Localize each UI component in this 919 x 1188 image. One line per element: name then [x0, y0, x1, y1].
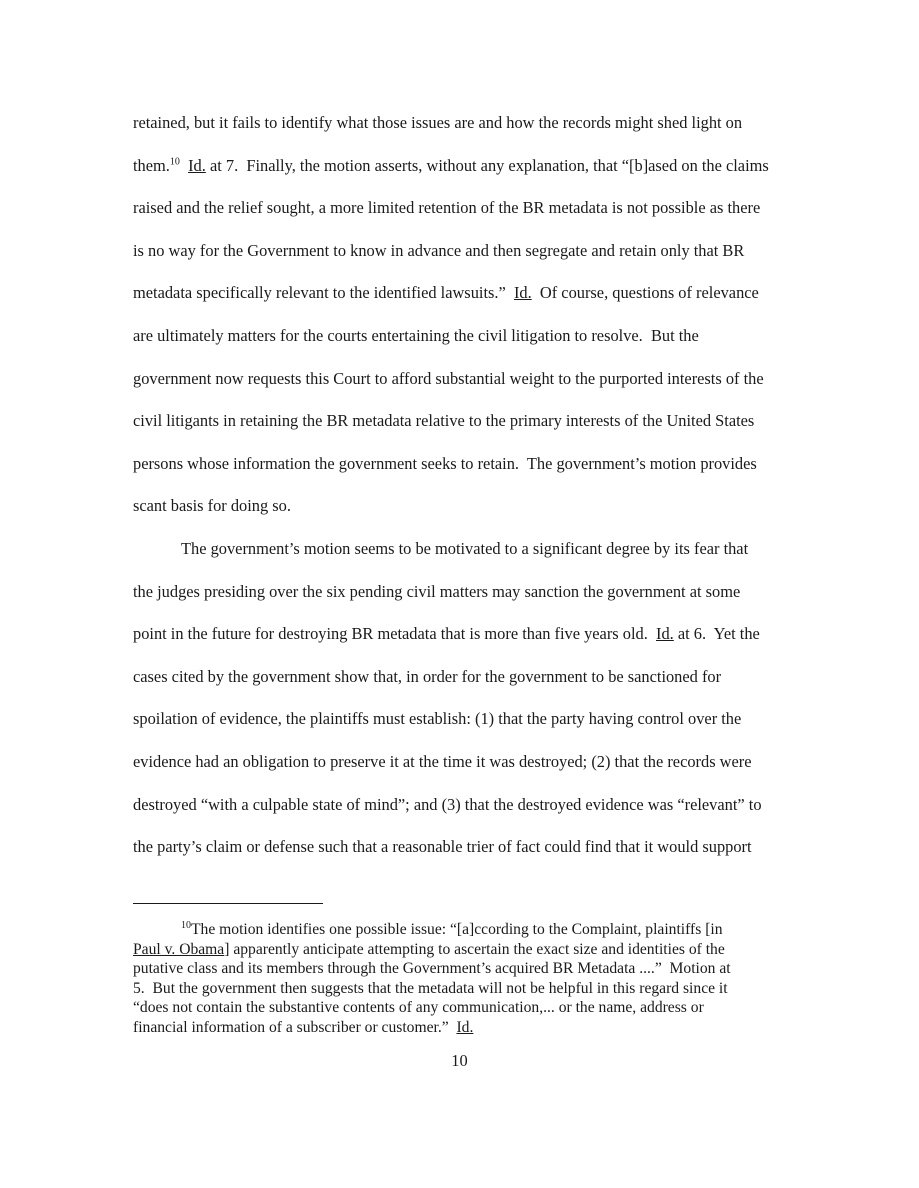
text-run: putative class and its members through the Government’s acquired BR Metadata ....” Motion at — [133, 960, 731, 978]
body-line — [133, 613, 813, 656]
page-number: 10 — [451, 1051, 468, 1070]
body-line — [133, 571, 813, 614]
text-run: persons whose information the government seeks to retain. The government’s motion provides — [133, 453, 757, 473]
text-run: The motion identifies one possible issue: “[a]ccording to the Complaint, plaintiffs [in — [191, 921, 723, 938]
body-line — [133, 826, 813, 869]
text-run: 5. But the government then suggests that the metadata will not be helpful in this regard since it — [133, 979, 728, 997]
body-line — [133, 528, 813, 571]
footnote-line — [133, 940, 823, 960]
text-run: the judges presiding over the six pending civil matters may sanction the government at some — [133, 581, 741, 601]
underlined-citation: Id. — [188, 155, 206, 175]
text-run: ] apparently anticipate attempting to ascertain the exact size and identities of the — [224, 940, 725, 958]
text-run: government now requests this Court to afford substantial weight to the purported interests of the — [133, 368, 764, 388]
text-run: Of course, questions of relevance — [531, 283, 759, 303]
underlined-citation: Id. — [656, 624, 674, 644]
footnote-marker: 10 — [169, 156, 180, 168]
text-run: civil litigants in retaining the BR metadata relative to the primary interests of the United States — [133, 411, 755, 431]
footnote-line — [133, 979, 823, 999]
text-run: the party’s claim or defense such that a reasonable trier of fact could find that it would support — [133, 837, 752, 857]
text-run: cases cited by the government show that, in order for the government to be sanctioned for — [133, 666, 722, 686]
footnote-line — [133, 920, 823, 940]
text-run: at 7. Finally, the motion asserts, without any explanation, that “[b]ased on the claims — [205, 155, 769, 175]
text-run: at 6. Yet the — [673, 624, 760, 644]
underlined-citation: Paul v. Obama — [133, 940, 225, 958]
body-line — [133, 741, 813, 784]
body-line — [133, 698, 813, 741]
body-line — [133, 230, 813, 273]
text-run: retained, but it fails to identify what those issues are and how the records might shed light on — [133, 113, 743, 132]
body-line — [133, 656, 813, 699]
body-line — [133, 315, 813, 358]
body-line — [133, 358, 813, 401]
body-line — [133, 485, 813, 528]
body-line — [133, 400, 813, 443]
text-run: evidence had an obligation to preserve it at the time it was destroyed; (2) that the records were — [133, 751, 752, 771]
text-run: is no way for the Government to know in advance and then segregate and retain only that BR — [133, 240, 745, 260]
text-run: are ultimately matters for the courts entertaining the civil litigation to resolve. But the — [133, 325, 699, 345]
text-run: “does not contain the substantive contents of any communication,... or the name, address or — [133, 999, 704, 1017]
text-run: scant basis for doing so. — [133, 496, 291, 516]
body-line — [133, 145, 813, 188]
footnote-separator — [133, 903, 323, 904]
underlined-citation: Id. — [456, 1018, 474, 1036]
body-line — [133, 187, 813, 230]
text-run: destroyed “with a culpable state of mind”; and (3) that the destroyed evidence was “relevant” to — [133, 794, 762, 814]
body-line — [133, 102, 813, 145]
body-line — [133, 272, 813, 315]
text-run: them. — [133, 155, 170, 175]
underlined-citation: Id. — [513, 283, 532, 303]
body-line — [133, 443, 813, 486]
text-run: point in the future for destroying BR metadata that is more than five years old. — [133, 624, 657, 644]
footnote-10 — [133, 920, 823, 1038]
text-run: metadata specifically relevant to the identified lawsuits.” — [133, 283, 514, 303]
text-run: The government’s motion seems to be motivated to a significant degree by its fear that — [181, 538, 749, 558]
text-run — [180, 156, 188, 175]
text-run: raised and the relief sought, a more limited retention of the BR metadata is not possible as there — [133, 198, 761, 218]
text-run: financial information of a subscriber or customer.” — [133, 1018, 457, 1036]
footnote-line — [133, 1018, 823, 1038]
body-text — [133, 102, 813, 869]
footnote-marker: 10 — [181, 919, 191, 931]
body-line — [133, 784, 813, 827]
text-run: spoilation of evidence, the plaintiffs must establish: (1) that the party having control over the — [133, 709, 742, 729]
footnote-line — [133, 998, 823, 1018]
footnote-line — [133, 959, 823, 979]
